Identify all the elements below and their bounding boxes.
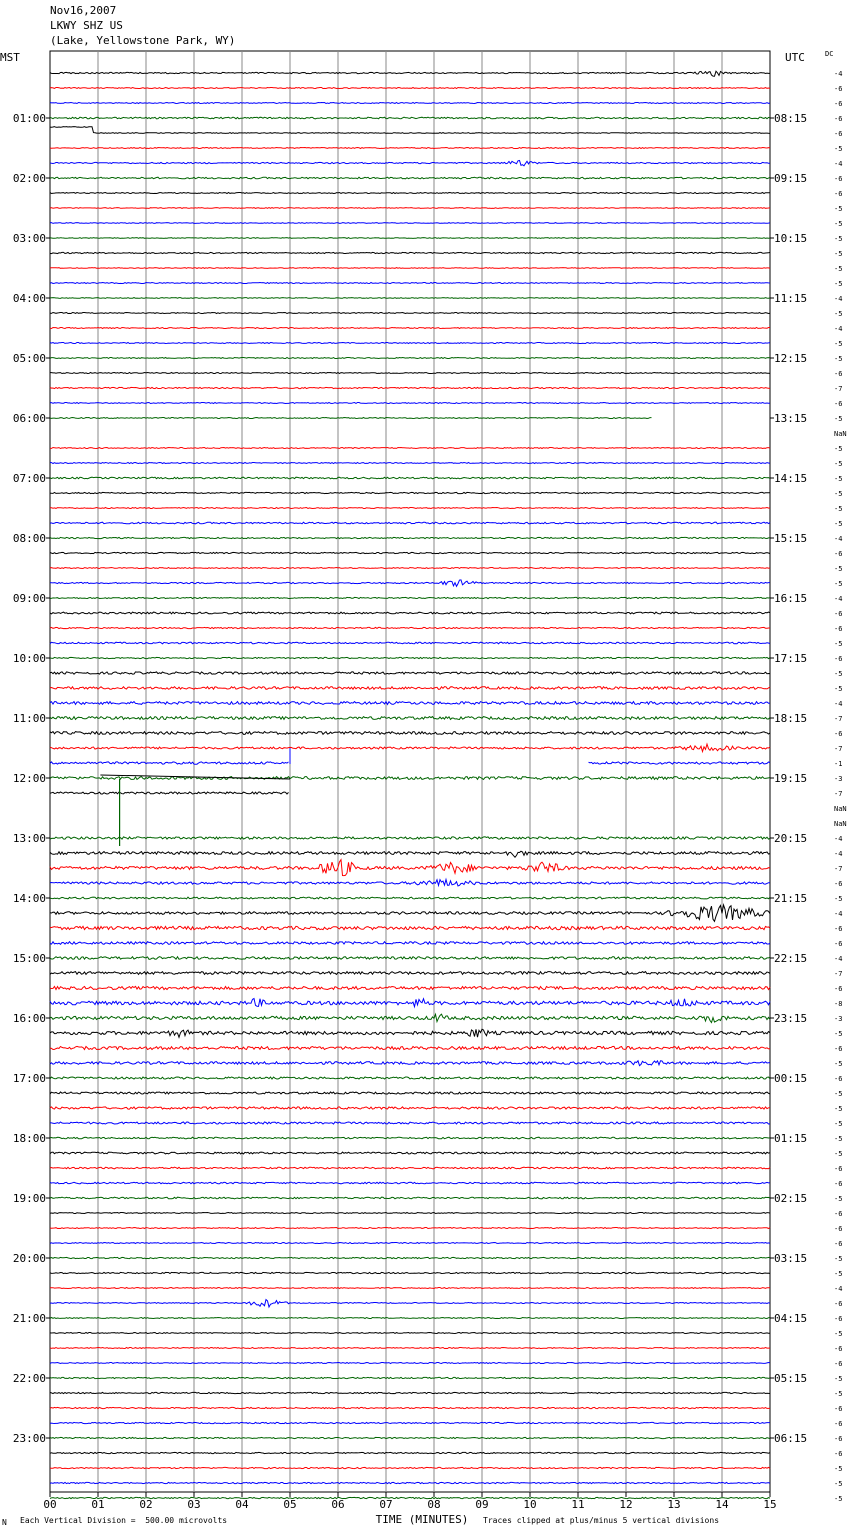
- x-tick-label: 10: [523, 1498, 537, 1511]
- seismic-trace: [50, 897, 770, 899]
- dc-offset-label: -5: [834, 1390, 843, 1398]
- x-tick-label: 06: [331, 1498, 345, 1511]
- dc-offset-label: -5: [834, 235, 843, 243]
- dc-offset-label: -5: [834, 460, 843, 468]
- hour-label-mst: 09:00: [12, 592, 46, 605]
- seismic-trace: [50, 268, 770, 269]
- bottom-left-mark: N: [2, 1518, 7, 1527]
- seismic-trace: [50, 343, 770, 344]
- seismic-trace: [50, 1482, 770, 1483]
- hour-label-mst: 08:00: [12, 532, 46, 545]
- dc-offset-label: -6: [834, 1435, 843, 1443]
- seismic-trace: [50, 1152, 770, 1154]
- dc-offset-label: -6: [834, 625, 843, 633]
- dc-offset-label: -5: [834, 1270, 843, 1278]
- dc-offset-label: -5: [834, 205, 843, 213]
- dc-offset-label: -5: [834, 1105, 843, 1113]
- seismic-trace: [50, 283, 770, 284]
- dc-offset-label: -6: [834, 1450, 843, 1458]
- hour-label-mst: 06:00: [12, 412, 46, 425]
- seismic-trace: [50, 1407, 770, 1408]
- dc-offset-label: -4: [834, 835, 843, 843]
- seismic-trace: [50, 1228, 770, 1229]
- seismic-trace: [50, 1092, 770, 1094]
- hour-label-utc: 12:15: [774, 352, 808, 365]
- seismic-trace: [50, 717, 770, 720]
- seismic-trace: [50, 1422, 770, 1423]
- seismic-trace: [50, 117, 770, 119]
- hour-label-utc: 04:15: [774, 1312, 808, 1325]
- dc-offset-label: -7: [834, 745, 843, 753]
- seismic-trace: [50, 642, 770, 644]
- seismic-trace: [50, 403, 770, 404]
- dc-offset-label: -5: [834, 445, 843, 453]
- hour-label-utc: 23:15: [774, 1012, 808, 1025]
- seismic-trace: [50, 1300, 770, 1307]
- dc-offset-label: -5: [834, 1150, 843, 1158]
- dc-offset-label: -6: [834, 1180, 843, 1188]
- seismic-trace: [50, 1046, 770, 1049]
- dc-offset-label: -5: [834, 415, 843, 423]
- dc-offset-label: -5: [834, 1060, 843, 1068]
- seismic-trace: [50, 957, 770, 960]
- seismic-trace: [50, 837, 770, 839]
- x-tick-label: 11: [571, 1498, 585, 1511]
- seismic-trace: [50, 127, 770, 134]
- dc-offset-label: -6: [834, 100, 843, 108]
- hour-label-utc: 01:15: [774, 1132, 808, 1145]
- dc-offset-label: -6: [834, 925, 843, 933]
- seismic-trace: [50, 627, 770, 628]
- clip-note: Traces clipped at plus/minus 5 vertical divisions: [483, 1516, 720, 1525]
- dc-offset-label: -5: [834, 520, 843, 528]
- dc-offset-label: -5: [834, 895, 843, 903]
- hour-label-mst: 05:00: [12, 352, 46, 365]
- x-tick-label: 00: [43, 1498, 57, 1511]
- x-tick-label: 01: [91, 1498, 105, 1511]
- dc-offset-label: -6: [834, 115, 843, 123]
- dc-offset-label: -5: [834, 505, 843, 513]
- seismic-trace: [50, 223, 770, 224]
- seismic-trace: [50, 792, 289, 794]
- seismic-trace: [50, 418, 652, 419]
- dc-offset-label: -4: [834, 325, 843, 333]
- seismic-trace: [50, 612, 770, 614]
- hour-label-utc: 10:15: [774, 232, 808, 245]
- hour-label-utc: 00:15: [774, 1072, 808, 1085]
- mst-label: MST: [0, 51, 20, 64]
- hour-label-mst: 17:00: [12, 1072, 46, 1085]
- seismic-trace: [50, 1107, 770, 1109]
- dc-offset-label: -5: [834, 280, 843, 288]
- seismic-trace: [50, 1288, 770, 1289]
- seismic-trace: [50, 148, 770, 149]
- hour-label-utc: 20:15: [774, 832, 808, 845]
- x-tick-label: 05: [283, 1498, 297, 1511]
- seismic-trace: [50, 522, 770, 524]
- dc-offset-label: -5: [834, 265, 843, 273]
- seismic-trace: [50, 1014, 770, 1022]
- dc-offset-label: -5: [834, 475, 843, 483]
- dc-offset-label: -6: [834, 1075, 843, 1083]
- seismic-trace: [50, 103, 770, 104]
- seismic-trace: [50, 1137, 770, 1139]
- dc-offset-label: -5: [834, 1120, 843, 1128]
- dc-offset-label: -3: [834, 775, 843, 783]
- seismic-trace: [50, 387, 770, 388]
- seismic-trace: [50, 1318, 770, 1319]
- x-tick-label: 02: [139, 1498, 153, 1511]
- hour-label-mst: 03:00: [12, 232, 46, 245]
- dc-offset-label: -1: [834, 760, 843, 768]
- dc-offset-label: -6: [834, 130, 843, 138]
- dc-offset-label: -8: [834, 1000, 843, 1008]
- dc-offset-label: -7: [834, 385, 843, 393]
- dc-offset-label: -5: [834, 1195, 843, 1203]
- dc-offset-label: -6: [834, 880, 843, 888]
- dc-offset-label: -6: [834, 1225, 843, 1233]
- hour-label-mst: 01:00: [12, 112, 46, 125]
- x-tick-label: 14: [715, 1498, 729, 1511]
- dc-offset-label: -7: [834, 970, 843, 978]
- dc-offset-label: -4: [834, 955, 843, 963]
- seismic-trace: [50, 880, 770, 887]
- seismic-trace: [50, 238, 770, 239]
- dc-offset-label: -4: [834, 295, 843, 303]
- seismic-trace: [50, 448, 770, 449]
- dc-offset-label: -6: [834, 400, 843, 408]
- seismic-trace: [50, 762, 770, 764]
- dc-offset-label: -6: [834, 1405, 843, 1413]
- header-station: LKWY SHZ US: [50, 19, 123, 32]
- hour-label-mst: 04:00: [12, 292, 46, 305]
- hour-label-utc: 05:15: [774, 1372, 808, 1385]
- seismic-trace: [50, 999, 770, 1007]
- dc-offset-label: -5: [834, 490, 843, 498]
- seismic-trace: [50, 657, 770, 658]
- hour-label-utc: 18:15: [774, 712, 808, 725]
- seismic-trace: [50, 942, 770, 945]
- seismic-trace: [50, 672, 770, 674]
- seismic-trace: [50, 492, 770, 493]
- seismic-trace: [50, 1167, 770, 1169]
- seismic-trace: [50, 373, 770, 374]
- dc-offset-label: -6: [834, 1360, 843, 1368]
- hour-label-mst: 02:00: [12, 172, 46, 185]
- dc-offset-label: -4: [834, 850, 843, 858]
- dc-offset-label: -5: [834, 1375, 843, 1383]
- hour-label-mst: 21:00: [12, 1312, 46, 1325]
- dc-offset-label: -6: [834, 190, 843, 198]
- hour-label-mst: 11:00: [12, 712, 46, 725]
- hour-label-utc: 13:15: [774, 412, 808, 425]
- hour-label-utc: 09:15: [774, 172, 808, 185]
- x-tick-label: 13: [667, 1498, 681, 1511]
- dc-offset-label: -5: [834, 1135, 843, 1143]
- seismic-trace: [50, 1467, 770, 1468]
- seismic-trace: [50, 568, 770, 569]
- dc-offset-label: -4: [834, 70, 843, 78]
- dc-offset-label: -5: [834, 220, 843, 228]
- hour-label-utc: 21:15: [774, 892, 808, 905]
- hour-label-utc: 03:15: [774, 1252, 808, 1265]
- seismic-trace: [50, 88, 770, 89]
- hour-label-mst: 16:00: [12, 1012, 46, 1025]
- seismic-trace: [50, 193, 770, 194]
- dc-offset-label: -5: [834, 250, 843, 258]
- dc-offset-label: NaN: [834, 820, 847, 828]
- dc-offset-label: -7: [834, 715, 843, 723]
- dc-offset-label: -6: [834, 175, 843, 183]
- dc-offset-label: -4: [834, 595, 843, 603]
- seismic-trace: [50, 161, 770, 166]
- seismic-trace: [50, 1377, 770, 1378]
- hour-label-mst: 13:00: [12, 832, 46, 845]
- hour-label-mst: 22:00: [12, 1372, 46, 1385]
- dc-offset-label: -5: [834, 640, 843, 648]
- x-tick-label: 15: [763, 1498, 777, 1511]
- seismic-trace: [50, 1348, 770, 1349]
- dc-offset-label: -6: [834, 1345, 843, 1353]
- seismic-trace: [50, 580, 770, 586]
- dc-offset-label: -5: [834, 565, 843, 573]
- seismic-trace: [50, 552, 770, 553]
- seismic-trace: [50, 860, 770, 876]
- header-location: (Lake, Yellowstone Park, WY): [50, 34, 236, 47]
- dc-label: DC: [825, 50, 834, 58]
- seismic-trace: [50, 1363, 770, 1364]
- hour-label-mst: 10:00: [12, 652, 46, 665]
- dc-offset-label: -7: [834, 790, 843, 798]
- hour-label-utc: 15:15: [774, 532, 808, 545]
- dc-offset-label: -6: [834, 1315, 843, 1323]
- seismic-trace: [50, 744, 770, 751]
- dc-offset-label: -5: [834, 1090, 843, 1098]
- seismic-trace: [50, 702, 770, 705]
- hour-label-utc: 17:15: [774, 652, 808, 665]
- seismic-trace: [50, 1182, 770, 1184]
- dc-offset-label: -6: [834, 1240, 843, 1248]
- dc-offset-label: -4: [834, 160, 843, 168]
- seismic-trace: [50, 1061, 770, 1066]
- seismic-trace: [50, 71, 770, 76]
- dc-offset-label: -5: [834, 685, 843, 693]
- dc-offset-label: -5: [834, 145, 843, 153]
- plot-frame: [50, 51, 770, 1492]
- seismic-trace: [50, 252, 770, 253]
- seismic-trace: [50, 1452, 770, 1453]
- hour-label-mst: 23:00: [12, 1432, 46, 1445]
- seismic-trace: [50, 1077, 770, 1079]
- hour-label-mst: 12:00: [12, 772, 46, 785]
- seismic-trace: [50, 1029, 770, 1037]
- dc-offset-label: -6: [834, 1045, 843, 1053]
- dc-offset-label: -5: [834, 1330, 843, 1338]
- hour-label-utc: 06:15: [774, 1432, 808, 1445]
- dc-offset-label: -5: [834, 1495, 843, 1503]
- dc-offset-label: -5: [834, 355, 843, 363]
- dc-offset-label: -3: [834, 1015, 843, 1023]
- dc-offset-label: -5: [834, 1480, 843, 1488]
- seismic-trace: [50, 732, 770, 735]
- seismic-trace: [50, 1213, 770, 1214]
- dc-offset-label: -6: [834, 940, 843, 948]
- seismic-trace: [50, 905, 770, 921]
- seismic-trace: [50, 208, 770, 209]
- seismic-trace: [50, 972, 770, 975]
- seismic-trace: [50, 298, 770, 299]
- seismic-trace: [50, 313, 770, 314]
- hour-label-utc: 11:15: [774, 292, 808, 305]
- dc-offset-label: -6: [834, 370, 843, 378]
- seismic-trace: [50, 328, 770, 329]
- seismic-trace: [50, 1333, 770, 1334]
- dc-offset-label: -4: [834, 1285, 843, 1293]
- seismic-trace: [50, 597, 770, 598]
- seismic-trace: [50, 1197, 770, 1199]
- dc-offset-label: -5: [834, 580, 843, 588]
- hour-label-utc: 14:15: [774, 472, 808, 485]
- seismic-trace: [50, 926, 770, 929]
- dc-offset-label: NaN: [834, 430, 847, 438]
- hour-label-mst: 20:00: [12, 1252, 46, 1265]
- seismic-trace: [50, 1392, 770, 1393]
- x-axis-label: TIME (MINUTES): [375, 1513, 469, 1526]
- dc-offset-label: -6: [834, 1165, 843, 1173]
- x-tick-label: 08: [427, 1498, 441, 1511]
- dc-offset-label: -5: [834, 1255, 843, 1263]
- seismic-trace: [50, 1437, 770, 1438]
- seismic-trace: [50, 1272, 770, 1273]
- seismic-trace: [50, 508, 770, 509]
- seismic-trace: [50, 1243, 770, 1244]
- x-tick-label: 03: [187, 1498, 201, 1511]
- dc-offset-label: -6: [834, 655, 843, 663]
- hour-label-mst: 07:00: [12, 472, 46, 485]
- dc-offset-label: -6: [834, 1210, 843, 1218]
- dc-offset-label: -6: [834, 1420, 843, 1428]
- seismic-trace: [50, 1122, 770, 1124]
- dc-offset-label: -5: [834, 670, 843, 678]
- dc-offset-label: -7: [834, 865, 843, 873]
- seismic-trace: [50, 177, 770, 179]
- utc-label: UTC: [785, 51, 805, 64]
- hour-label-utc: 19:15: [774, 772, 808, 785]
- dc-offset-label: -6: [834, 550, 843, 558]
- dc-offset-label: -4: [834, 700, 843, 708]
- dc-offset-label: -5: [834, 340, 843, 348]
- seismic-trace: [50, 358, 770, 359]
- hour-label-utc: 22:15: [774, 952, 808, 965]
- x-tick-label: 04: [235, 1498, 249, 1511]
- seismic-trace: [50, 986, 770, 989]
- hour-label-mst: 18:00: [12, 1132, 46, 1145]
- seismic-trace: [50, 477, 770, 479]
- seismic-trace: [50, 537, 770, 538]
- hour-label-utc: 08:15: [774, 112, 808, 125]
- hour-label-utc: 16:15: [774, 592, 808, 605]
- seismic-trace: [50, 1497, 770, 1498]
- hour-label-mst: 19:00: [12, 1192, 46, 1205]
- dc-offset-label: NaN: [834, 805, 847, 813]
- seismic-trace: [50, 1257, 770, 1258]
- dc-offset-label: -6: [834, 1300, 843, 1308]
- dc-offset-label: -6: [834, 730, 843, 738]
- hour-label-mst: 15:00: [12, 952, 46, 965]
- dc-offset-label: -6: [834, 610, 843, 618]
- x-tick-label: 12: [619, 1498, 633, 1511]
- seismic-trace: [50, 777, 770, 780]
- dc-offset-label: -5: [834, 310, 843, 318]
- dc-offset-label: -4: [834, 910, 843, 918]
- hour-label-utc: 02:15: [774, 1192, 808, 1205]
- seismic-trace: [50, 851, 770, 857]
- hour-label-mst: 14:00: [12, 892, 46, 905]
- dc-offset-label: -6: [834, 85, 843, 93]
- scale-note: Each Vertical Division = 500.00 microvolts: [20, 1516, 228, 1525]
- header-date: Nov16,2007: [50, 4, 117, 17]
- dc-offset-label: -5: [834, 1465, 843, 1473]
- x-tick-label: 07: [379, 1498, 393, 1511]
- dc-offset-label: -5: [834, 1030, 843, 1038]
- seismic-trace: [50, 463, 770, 464]
- seismic-trace: [50, 687, 770, 690]
- x-tick-label: 09: [475, 1498, 489, 1511]
- dc-offset-label: -6: [834, 985, 843, 993]
- dc-offset-label: -4: [834, 535, 843, 543]
